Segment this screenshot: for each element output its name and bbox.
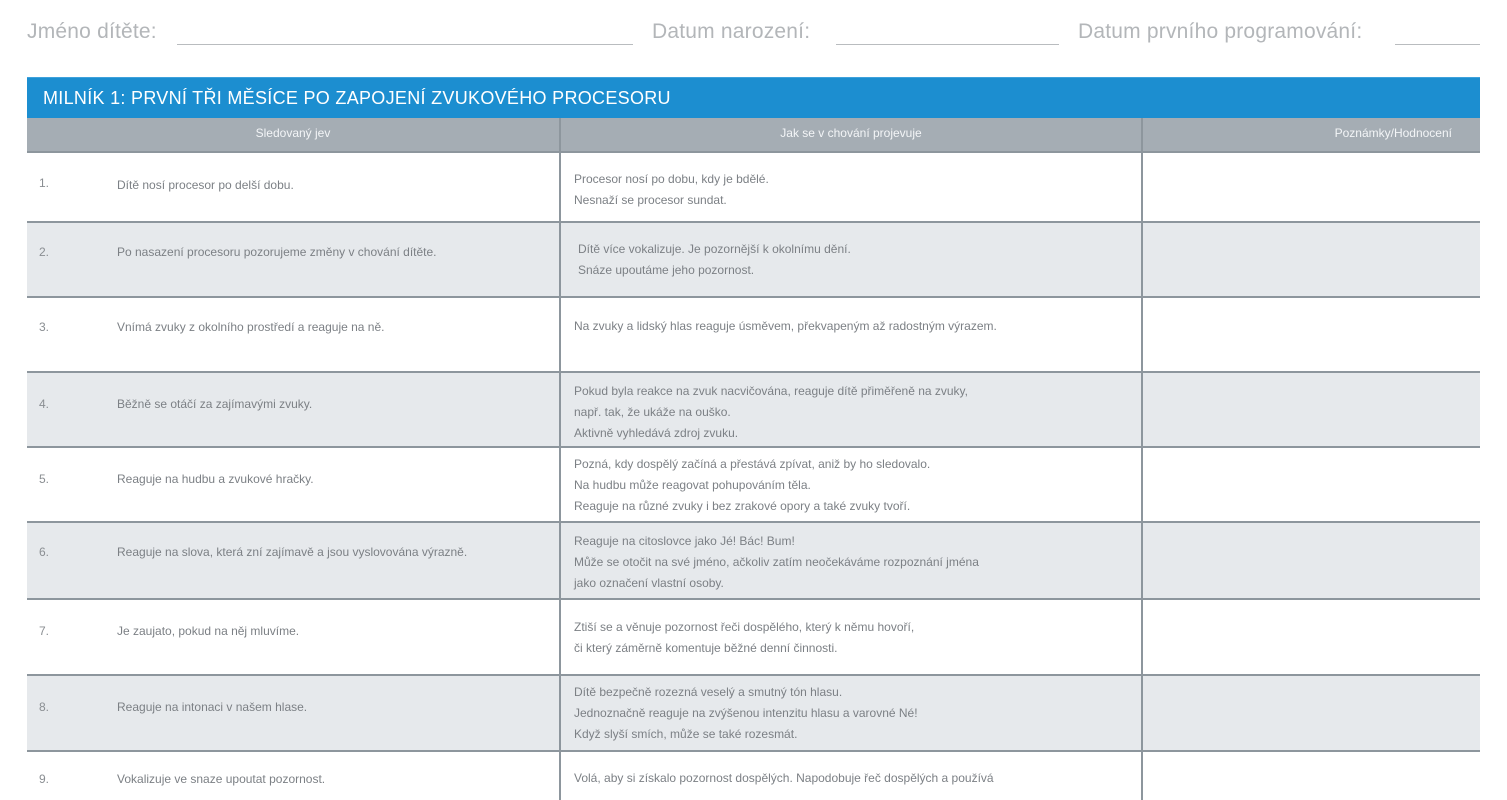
row-phenomenon: Vokalizuje ve snaze upoutat pozornost.: [117, 772, 326, 786]
column-header-notes-label: Poznámky/Hodnocení: [1334, 126, 1452, 140]
row-behavior: [574, 454, 1144, 517]
row-behavior: [574, 682, 1144, 745]
row-number: 2.: [39, 245, 50, 259]
row-number: 3.: [39, 320, 50, 334]
row-behavior: [574, 169, 1144, 211]
row-number: 5.: [39, 472, 50, 486]
table-row: [27, 448, 1480, 523]
row-behavior: [574, 768, 1144, 789]
table-row: [27, 676, 1480, 752]
row-number: 7.: [39, 624, 50, 638]
column-header-phenomenon-label: Sledovaný jev: [255, 126, 331, 140]
notes-cell[interactable]: [1145, 373, 1480, 446]
column-header-behavior-label: Jak se v chování projevuje: [780, 126, 922, 140]
behavior-line: Pozná, kdy dospělý začíná a přestává zpívat, aniž by ho sledovalo.: [574, 457, 931, 471]
form-header: [0, 18, 1507, 58]
row-behavior: [578, 239, 1148, 281]
row-phenomenon: Vnímá zvuky z okolního prostředí a reaguje na ně.: [117, 320, 385, 334]
behavior-line: Aktivně vyhledává zdroj zvuku.: [574, 426, 739, 440]
behavior-line: Nesnaží se procesor sundat.: [574, 193, 727, 207]
first-programming-field[interactable]: [1395, 44, 1480, 45]
column-header-behavior: [561, 118, 1141, 152]
notes-cell[interactable]: [1145, 752, 1480, 800]
behavior-line: Může se otočit na své jméno, ačkoliv zatím neočekáváme rozpoznání jména: [574, 555, 979, 569]
behavior-line: Dítě více vokalizuje. Je pozornější k okolnímu dění.: [578, 242, 851, 256]
row-number: 8.: [39, 700, 50, 714]
row-phenomenon: Je zaujato, pokud na něj mluvíme.: [117, 624, 300, 638]
row-behavior: [574, 316, 1144, 337]
behavior-line: či který záměrně komentuje běžné denní činnosti.: [574, 641, 838, 655]
notes-cell[interactable]: [1145, 676, 1480, 750]
table-row: [27, 523, 1480, 600]
row-phenomenon: Reaguje na hudbu a zvukové hračky.: [117, 472, 314, 486]
behavior-line: např. tak, že ukáže na ouško.: [574, 405, 731, 419]
table-row: [27, 373, 1480, 448]
child-name-label: Jméno dítěte:: [27, 20, 157, 43]
notes-cell[interactable]: [1145, 523, 1480, 598]
column-divider: [559, 118, 561, 800]
behavior-line: Pokud byla reakce na zvuk nacvičována, reaguje dítě přiměřeně na zvuky,: [574, 384, 968, 398]
behavior-line: Reaguje na citoslovce jako Jé! Bác! Bum!: [574, 534, 795, 548]
row-phenomenon: Běžně se otáčí za zajímavými zvuky.: [117, 397, 313, 411]
notes-cell[interactable]: [1145, 600, 1480, 674]
table-row: [27, 298, 1480, 373]
row-number: 1.: [39, 176, 50, 190]
table-row: [27, 600, 1480, 676]
behavior-line: Reaguje na různé zvuky i bez zrakové opory a také zvuky tvoří.: [574, 499, 911, 513]
row-behavior: [574, 381, 1144, 444]
behavior-line: Na hudbu může reagovat pohupováním těla.: [574, 478, 811, 492]
notes-cell[interactable]: [1145, 448, 1480, 521]
row-phenomenon: Reaguje na intonaci v našem hlase.: [117, 700, 308, 714]
notes-cell[interactable]: [1145, 298, 1480, 371]
behavior-line: Na zvuky a lidský hlas reaguje úsměvem, překvapeným až radostným výrazem.: [574, 319, 997, 333]
birth-date-label: Datum narození:: [652, 20, 811, 43]
behavior-line: Procesor nosí po dobu, kdy je bdělé.: [574, 172, 769, 186]
notes-cell[interactable]: [1145, 153, 1480, 221]
row-behavior: [574, 617, 1144, 659]
birth-date-field[interactable]: [836, 44, 1059, 45]
row-phenomenon: Reaguje na slova, která zní zajímavě a jsou vyslovována výrazně.: [117, 545, 468, 559]
milestone-title-bar: [27, 77, 1480, 119]
milestone-title: MILNÍK 1: PRVNÍ TŘI MĚSÍCE PO ZAPOJENÍ ZVUKOVÉHO PROCESORU: [43, 88, 671, 108]
row-phenomenon: Po nasazení procesoru pozorujeme změny v chování dítěte.: [117, 245, 437, 259]
behavior-line: Snáze upoutáme jeho pozornost.: [578, 263, 755, 277]
table-row: [27, 752, 1480, 800]
table-row: [27, 223, 1480, 298]
column-divider: [1141, 118, 1143, 800]
column-header-phenomenon: [27, 118, 559, 152]
row-number: 4.: [39, 397, 50, 411]
row-number: 9.: [39, 772, 50, 786]
behavior-line: Jednoznačně reaguje na zvýšenou intenzitu hlasu a varovné Né!: [574, 706, 918, 720]
behavior-line: Dítě bezpečně rozezná veselý a smutný tón hlasu.: [574, 685, 843, 699]
behavior-line: Volá, aby si získalo pozornost dospělých. Napodobuje řeč dospělých a používá: [574, 771, 994, 785]
child-name-field[interactable]: [177, 44, 633, 45]
row-behavior: [574, 531, 1144, 594]
row-number: 6.: [39, 545, 50, 559]
behavior-line: jako označení vlastní osoby.: [574, 576, 724, 590]
table-row: [27, 153, 1480, 223]
notes-cell[interactable]: [1145, 223, 1480, 296]
behavior-line: Když slyší smích, může se také rozesmát.: [574, 727, 798, 741]
column-header-notes: [1143, 118, 1480, 152]
row-phenomenon: Dítě nosí procesor po delší dobu.: [117, 178, 294, 192]
behavior-line: Ztiší se a věnuje pozornost řeči dospělého, který k němu hovoří,: [574, 620, 915, 634]
first-programming-label: Datum prvního programování:: [1078, 20, 1363, 43]
